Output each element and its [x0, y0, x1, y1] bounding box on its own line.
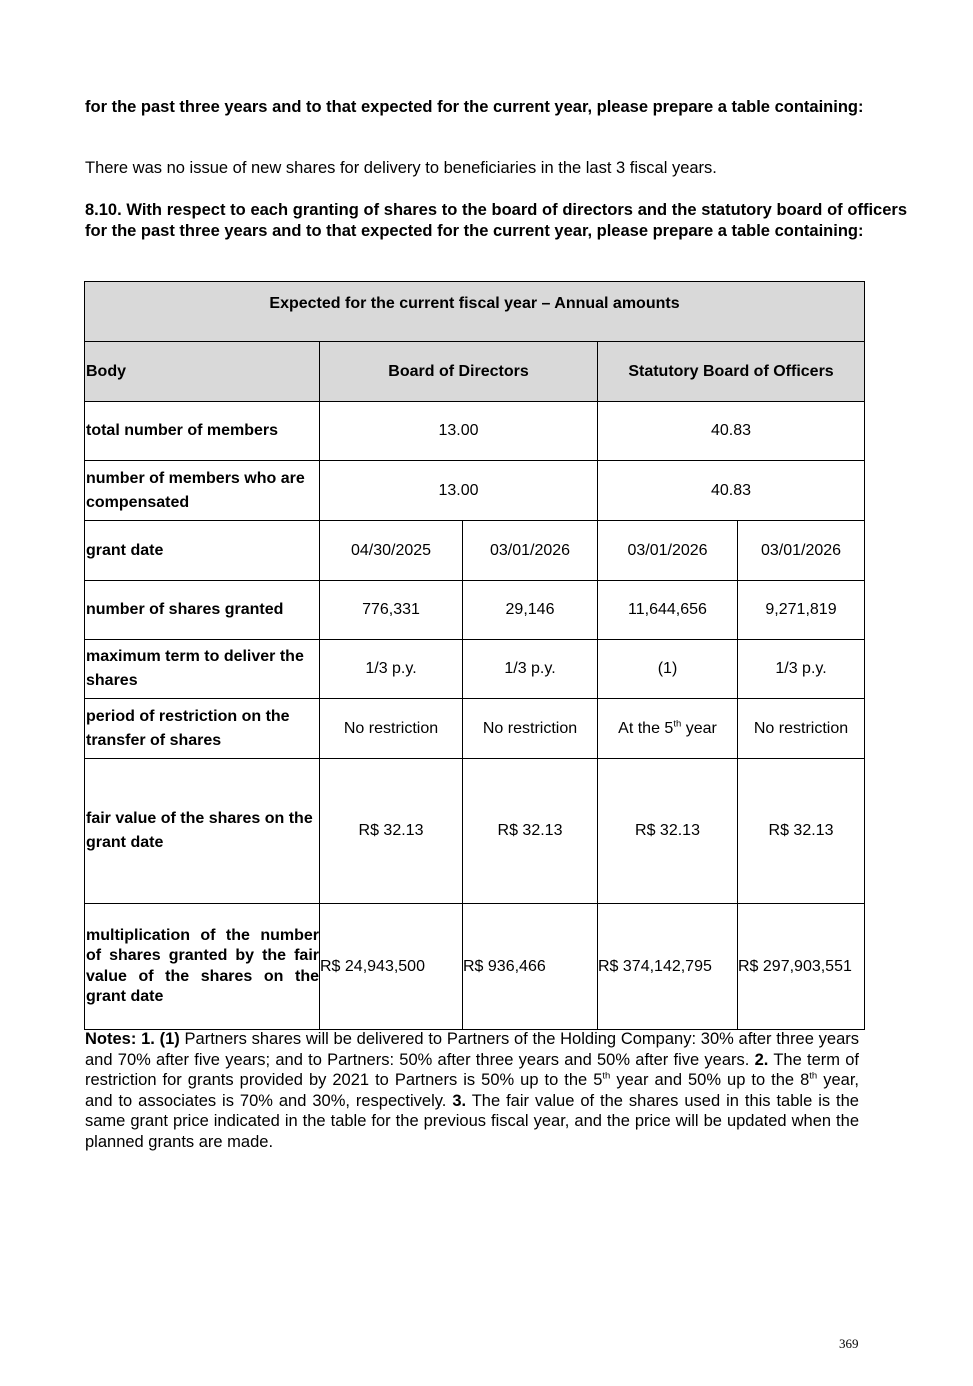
notes-paragraph	[85, 1029, 859, 1152]
table-row	[85, 461, 865, 521]
notes-label: Notes:	[85, 1030, 137, 1048]
table-row	[85, 904, 865, 1030]
cell-value: R$ 32.13	[463, 759, 598, 904]
cell-value: R$ 24,943,500	[320, 904, 463, 1030]
cell-value: (1)	[598, 640, 738, 699]
note-3-text: The fair value of the shares used in this table is the same grant price indicated in the table for the previous fiscal year, and the price will be updated when the planned grants are made.	[85, 1091, 859, 1151]
cell-value: No restriction	[738, 699, 865, 759]
table-row	[85, 581, 865, 640]
table-header-row	[85, 342, 865, 402]
cell-value: 9,271,819	[738, 581, 865, 640]
cell-value: 03/01/2026	[738, 521, 865, 581]
note-2-text-c: year, and to associates is 70% and 30%, respectively.	[85, 1071, 859, 1110]
header-board-of-directors: Board of Directors	[320, 342, 598, 402]
cell-value: No restriction	[320, 699, 463, 759]
no-issue-statement: There was no issue of new shares for delivery to beneficiaries in the last 3 fiscal years.	[85, 159, 717, 177]
row-label: grant date	[85, 521, 320, 581]
cell-value: R$ 936,466	[463, 904, 598, 1030]
superscript-th: th	[673, 718, 682, 730]
cell-value: 13.00	[320, 402, 598, 461]
row-label: number of shares granted	[85, 581, 320, 640]
table-title-row	[85, 282, 865, 342]
cell-value: 1/3 p.y.	[463, 640, 598, 699]
cell-value: R$ 32.13	[738, 759, 865, 904]
cell-value: 40.83	[598, 402, 865, 461]
cell-value: No restriction	[463, 699, 598, 759]
header-statutory-board: Statutory Board of Officers	[598, 342, 865, 402]
note-3-number: 3.	[452, 1091, 467, 1110]
cell-value	[598, 699, 738, 759]
cell-value: 40.83	[598, 461, 865, 521]
table-row	[85, 521, 865, 581]
note-2-text-b: year and 50% up to the 8	[610, 1071, 810, 1089]
cell-value: 11,644,656	[598, 581, 738, 640]
table-row	[85, 640, 865, 699]
share-grants-table	[84, 281, 865, 1030]
restriction-text-pre: At the 5	[618, 719, 674, 737]
superscript-th: th	[809, 1070, 818, 1082]
row-label: total number of members	[85, 402, 320, 461]
note-2-number: 2.	[754, 1050, 769, 1069]
table-title: Expected for the current fiscal year – Annual amounts	[85, 282, 865, 342]
cell-value: 03/01/2026	[598, 521, 738, 581]
section-heading: 8.10. With respect to each granting of shares to the board of directors and the statutory board of officers for the past three years and to that expected for the current year, please prepare a table containing:	[85, 201, 907, 240]
page-number: 369	[839, 1336, 859, 1351]
row-label: maximum term to deliver the shares	[85, 640, 320, 699]
table-row	[85, 402, 865, 461]
cell-value: 1/3 p.y.	[738, 640, 865, 699]
row-label: multiplication of the number of shares granted by the fair value of the shares on the grant date	[85, 904, 320, 1030]
note-2-text-a: The term of restriction for grants provided by 2021 to Partners is 50% up to the 5	[85, 1050, 859, 1089]
cell-value: 13.00	[320, 461, 598, 521]
cell-value: R$ 374,142,795	[598, 904, 738, 1030]
cell-value: R$ 32.13	[598, 759, 738, 904]
intro-paragraph: for the past three years and to that expected for the current year, please prepare a table containing:	[85, 98, 864, 116]
cell-value: 776,331	[320, 581, 463, 640]
table-row	[85, 759, 865, 904]
cell-value: 29,146	[463, 581, 598, 640]
row-label: number of members who are compensated	[85, 461, 320, 521]
cell-value: R$ 32.13	[320, 759, 463, 904]
restriction-text-post: year	[681, 719, 717, 737]
table-row	[85, 699, 865, 759]
cell-value: 03/01/2026	[463, 521, 598, 581]
cell-value: 04/30/2025	[320, 521, 463, 581]
header-body: Body	[85, 342, 320, 402]
note-1-number: 1.	[141, 1030, 155, 1048]
cell-value: R$ 297,903,551	[738, 904, 865, 1030]
row-label: period of restriction on the transfer of shares	[85, 699, 320, 759]
row-label: fair value of the shares on the grant date	[85, 759, 320, 904]
superscript-th: th	[602, 1070, 611, 1082]
note-1-text: Partners shares will be delivered to Partners of the Holding Company: 30% after three years and 70% after five years; and to Partners: 50% after three years and 50% after five years.	[85, 1030, 859, 1069]
cell-value: 1/3 p.y.	[320, 640, 463, 699]
note-1-ref: (1)	[159, 1030, 180, 1048]
